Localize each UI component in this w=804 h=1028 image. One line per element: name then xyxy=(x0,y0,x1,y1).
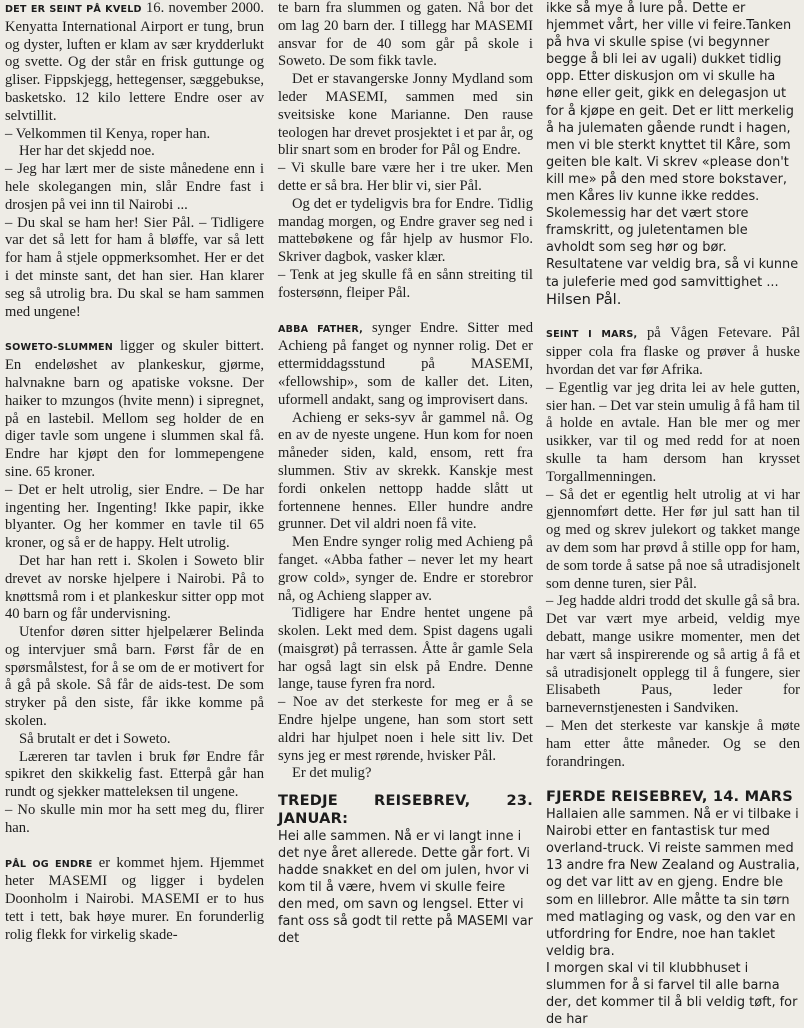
section-kicker: SOWETO-SLUMMEN xyxy=(5,342,114,354)
paragraph: – Jeg hadde aldri trodd det skulle gå så bra. Det var vært mye arbeid, veldig mye debatt, mange usikre momenter, men det har vært så inspirerende og så artig å få et så utradisjonelt opplegg til å fungere, sier Elisabeth Paus, leder for barnevernstjenesten i Sandviken. xyxy=(546,593,800,717)
section-gap xyxy=(5,321,264,338)
paragraph: Tidligere har Endre hentet ungene på skolen. Lekt med dem. Spist dagens ugali (maisgrøt) på terrassen. Åtte år gamle Sela har også lagt sin elsk på Endre. Denne lange, tause fyren fra nord. xyxy=(278,605,533,693)
paragraph: SEINT I MARS, på Vågen Fetevare. Pål sipper cola fra flaske og prøver å huske hvordan det var før Afrika. xyxy=(546,325,800,378)
paragraph: Achieng er seks-syv år gammel nå. Og en av de nyeste ungene. Hun kom for noen måneder siden, kald, ensom, rett fra slummen. Stiv av skrekk. Kanskje mest fordi onkelen nettopp hadde slått ut fortennene hennes. Eller hundre andre grunner. Det vil aldri noen få vite. xyxy=(278,409,533,533)
letter-heading: TREDJE REISEBREV, 23. JANUAR: xyxy=(278,792,533,828)
paragraph: Utenfor døren sitter hjelpelærer Belinda og intervjuer små barn. Først får de en spørsmålstest, for å se om de er motivert for å gå på skole. Så får de aids-test. De som stryker på den siste, får ikke komme på skolen. xyxy=(5,624,264,730)
letter-paragraph: ikke så mye å lure på. Dette er hjemmet vårt, her ville vi feire.Tanken på hva vi skulle spise (vi begynner begge å bli lei av ugali) dukket tidlig opp. Etter diskusjon om vi skulle ha høne eller geit, gikk en delegasjon ut for å kjøpe en geit. Det er litt merkelig å ha julematen gående rundt i hagen, men vi ble sterkt knyttet til Kåre, som geiten ble kalt. Vi skrev «please don't kill me» på den med store bokstaver, men Kåres liv kunne ikke reddes. xyxy=(546,1,794,205)
paragraph: DET ER SEINT PÅ KVELD 16. november 2000. Kenyatta International Airport er tung, brun og dyster, luften er klam av sær krydderlukt og svette. Og der står en frisk guttunge og gliser. Fippskjegg, hettegenser, sæggebukse, basketsko. 12 kilo lettere Endre oser av selvtillit. xyxy=(5,0,264,124)
paragraph: – Velkommen til Kenya, roper han. xyxy=(5,125,211,142)
paragraph: – Det er helt utrolig, sier Endre. – De har ingenting her. Ingenting! Ikke papir, ikke blyanter. Og her kommer en tavle til 65 kroner, og så er de happy. Helt utrolig. xyxy=(5,481,264,552)
letter-heading: FJERDE REISEBREV, 14. MARS xyxy=(546,788,793,806)
section-gap xyxy=(5,838,264,855)
letter-paragraph: Hei alle sammen. Nå er vi langt inne i det nye året allerede. Dette går fort. Vi hadde snakket en del om julen, hvor vi kom til å være, hvem vi skulle feire den med, om savn og lengsel. Etter vi fant oss så godt til rette på MASEMI var det xyxy=(278,828,533,947)
section-kicker: PÅL OG ENDRE xyxy=(5,858,93,870)
section-gap xyxy=(278,303,533,320)
paragraph: – Du skal se ham her! Sier Pål. – Tidligere var det så lett for ham å bløffe, var så lett for ham å stjele oppmerksomhet. Her er det i det minste sant, det han sier. Han klarer seg så utrolig bra. Du skal se ham sammen med ungene! xyxy=(5,214,264,320)
section-gap xyxy=(546,771,800,788)
paragraph: – Tenk at jeg skulle få en sånn streiting til fostersønn, fleiper Pål. xyxy=(278,266,533,301)
section-gap xyxy=(546,308,800,325)
section-kicker: SEINT I MARS, xyxy=(546,329,638,341)
paragraph: – Noe av det sterkeste for meg er å se Endre hjelpe ungene, han som stort sett aldri har hjulpet noen i hele sitt liv. Det syns jeg er mest rørende, hvisker Pål. xyxy=(278,694,533,764)
paragraph: Men Endre synger rolig med Achieng på fanget. «Abba father – never let my heart grow cold», synger de. Endre er storebror nå, og Achieng slapper av. xyxy=(278,534,533,604)
letter-signature: Hilsen Pål. xyxy=(546,290,622,308)
column-2 xyxy=(278,0,533,1000)
section-gap xyxy=(278,783,533,792)
column-3 xyxy=(546,0,800,1028)
paragraph: PÅL OG ENDRE er kommet hjem. Hjemmet heter MASEMI og ligger i bydelen Doonholm i Nairobi. MASEMI er to hus tett i tett, bak høye murer. En forunderlig rolig flekk for virkelig skade- xyxy=(5,854,264,943)
paragraph: Det er stavangerske Jonny Mydland som leder MASEMI, sammen med sin sveitsiske kone Marianne. Den rause teologen har drevet prosjektet i et par år, og blir snart som en broder for Pål og Endre. xyxy=(278,71,533,159)
paragraph: te barn fra slummen og gaten. Nå bor det om lag 20 barn der. I tillegg har MASEMI ansvar for de 40 som går på skole i Soweto. De som fikk tavle. xyxy=(278,0,533,70)
paragraph: SOWETO-SLUMMEN ligger og skuler bittert. En endeløshet av plankeskur, gjørme, halvnakne barn og apatiske voksne. Der haiker to mzungos (hvite menn) i sipregnet, på en lastebil. Mellom seg holder de en diger tavle som ungene i slummen skal få. Endre har kjøpt den for lommepengene sine. 65 kroner. xyxy=(5,338,264,480)
paragraph: – Så det er egentlig helt utrolig at vi har gjennomført dette. Her før jul satt han til og med og skrev julekort og takket mange av dem som har prøvd å stille opp for ham, de som torde å satse på noe så utradisjonelt som denne turen, sier Pål. xyxy=(546,486,800,592)
paragraph: – Jeg har lært mer de siste månedene enn i hele skolegangen min, slår Endre fast i drosjen på vei inn til Nairobi ... xyxy=(5,161,264,213)
letter-paragraph: Skolemessig har det vært store framskritt, og juletentamen ble avholdt som seg hør og bør. Resultatene var veldig bra, så vi kunne ta juleferie med god samvittighet ... xyxy=(546,206,799,290)
paragraph: Og det er tydeligvis bra for Endre. Tidlig mandag morgen, og Endre graver seg ned i mattebøkene og får hjelp av husmor Flo. Skriver dagbok, vasker klær. xyxy=(278,195,533,266)
letter-paragraph: I morgen skal vi til klubbhuset i slummen for å si farvel til alle barna der, det kommer til å bli veldig tøft, for de har xyxy=(546,960,798,1028)
section-kicker: ABBA FATHER, xyxy=(278,323,363,335)
paragraph: Så brutalt er det i Soweto. xyxy=(19,730,171,747)
paragraph: – Men det sterkeste var kanskje å møte ham etter åtte måneder. Og se den forandringen. xyxy=(546,717,800,770)
paragraph: Her har det skjedd noe. xyxy=(19,143,155,160)
letter-paragraph: Hallaien alle sammen. Nå er vi tilbake i Nairobi etter en fantastisk tur med overland-truck. Vi reiste sammen med 13 andre fra New Zealand og Australia, og det var litt av en gjeng. Endre ble som en lillebror. Alle måtte ta sin tørn med matlaging og vask, og den var en utfordring for Endre, noe han taklet veldig bra. xyxy=(546,807,800,959)
paragraph: – Vi skulle bare være her i tre uker. Men dette er så bra. Her blir vi, sier Pål. xyxy=(278,160,533,194)
paragraph: ABBA FATHER, synger Endre. Sitter med Achieng på fanget og nynner rolig. Det er ettermiddagsstund på MASEMI, «fellowship», som de kaller det. Liten, uformell andakt, sang og improvisert dans. xyxy=(278,319,533,408)
paragraph: – No skulle min mor ha sett meg du, flirer han. xyxy=(5,802,264,836)
paragraph: Det har han rett i. Skolen i Soweto blir drevet av norske hjelpere i Nairobi. På to knøttsmå rom i et plankeskur sitter opp mot 40 barn og får undervisning. xyxy=(5,552,264,623)
paragraph: Er det mulig? xyxy=(292,765,372,782)
paragraph: – Egentlig var jeg drita lei av hele gutten, sier han. – Det var stein umulig å få ham til å holde en avtale. Han ble mer og mer usikker, var til og med redd for at noen skulle ta ham dersom han krysset Torgallmenningen. xyxy=(546,379,800,485)
column-1 xyxy=(5,0,264,1000)
section-kicker: DET ER SEINT PÅ KVELD xyxy=(5,4,142,15)
paragraph: Læreren tar tavlen i bruk før Endre får spikret den skikkelig fast. Etterpå går han rundt og sjekker matteleksen til ungene. xyxy=(5,748,264,801)
